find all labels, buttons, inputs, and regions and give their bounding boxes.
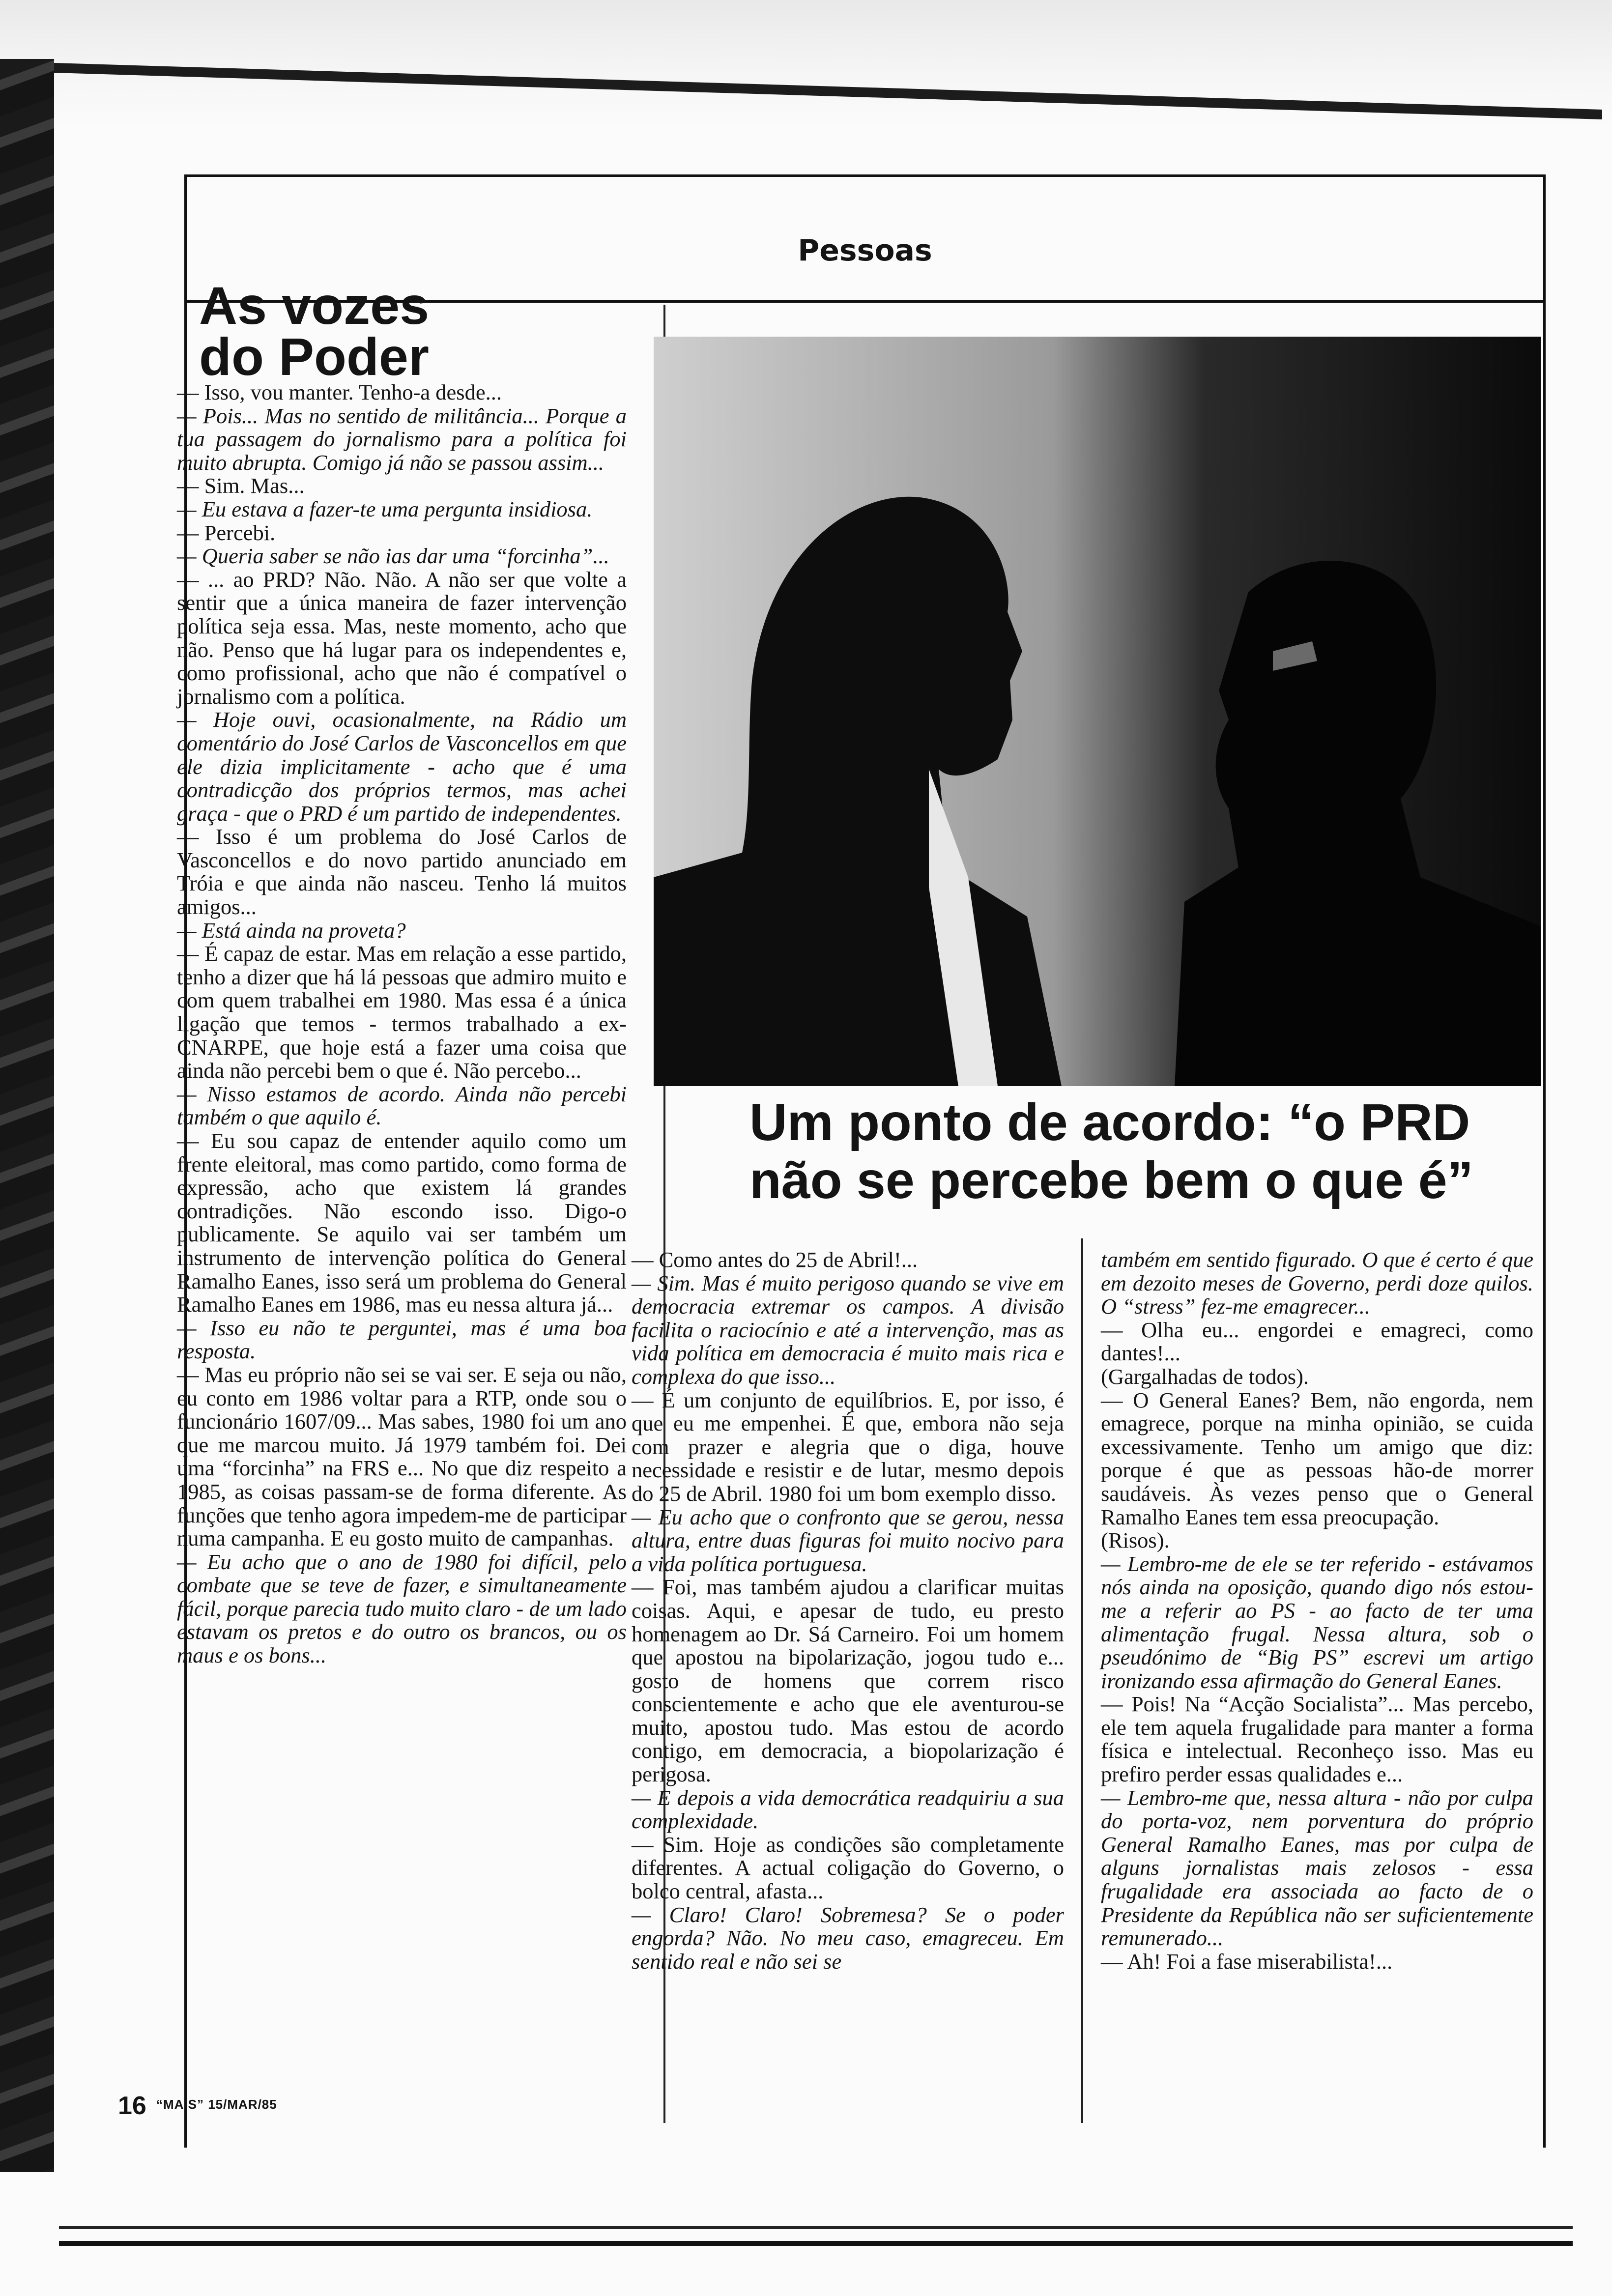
paragraph: — É um conjunto de equilíbrios. E, por isso, é que eu me empenhei. É que, embora não seja com prazer e alegria que o diga, houve necessidade e resistir e de lutar, mesmo depois do 25 de Abril. 1980 foi um bom exemplo disso. <box>632 1387 1064 1506</box>
text-column-right <box>1101 1248 1533 1973</box>
paragraph: — Olha eu... engordei e emagreci, como dantes!... <box>1101 1317 1533 1366</box>
publication-date: “MAIS” 15/MAR/85 <box>156 2097 277 2112</box>
paragraph: — Sim. Hoje as condições são completamente diferentes. A actual coligação do Governo, o bolco central, afasta... <box>632 1832 1064 1904</box>
text-column-left <box>177 381 627 1667</box>
paragraph: — Hoje ouvi, ocasionalmente, na Rádio um comentário do José Carlos de Vasconcellos em que ele dizia implicitamente - acho que é uma contradicção dos próprios termos, mas achei graça - que o PRD é um partido de independentes. <box>177 707 627 826</box>
paragraph: — Pois... Mas no sentido de militância... Porque a tua passagem do jornalismo para a política foi muito abrupta. Comigo já não se passou assim... <box>177 403 627 475</box>
page-number: 16 <box>118 2092 146 2120</box>
headline <box>199 276 691 386</box>
paragraph: — Como antes do 25 de Abril!... <box>632 1247 918 1272</box>
paragraph: — Sim. Mas... <box>177 473 305 498</box>
text-column-middle <box>632 1248 1064 1973</box>
headline-line-2: do Poder <box>199 327 430 386</box>
column-rule <box>1081 1238 1083 2123</box>
paragraph: — ... ao PRD? Não. Não. A não ser que volte a sentir que a única maneira de fazer intervenção política seja essa. Mas, neste momento, acho que não. Penso que há lugar para os independentes e, como profissional, acho que não é compatível o jornalismo com a política. <box>177 567 627 709</box>
scan-top-rule <box>54 58 1602 122</box>
paragraph: — É capaz de estar. Mas em relação a esse partido, tenho a dizer que há lá pessoas que admiro muito e com quem trabalhei em 1980. Mas essa é a única ligação que temos - termos trabalhado a ex-CNARPE, que hoje está a fazer uma coisa que ainda não percebi bem o que é. Não percebo... <box>177 941 627 1083</box>
paragraph: — Isso eu não te perguntei, mas é uma boa resposta. <box>177 1315 627 1364</box>
paragraph: — Isso, vou manter. Tenho-a desde... <box>177 380 502 404</box>
paragraph: — Eu estava a fazer-te uma pergunta insidiosa. <box>177 496 593 521</box>
paragraph: — Pois! Na “Acção Socialista”... Mas percebo, ele tem aquela frugalidade para manter a forma física e intelectual. Reconheço isso. Mas eu prefiro perder essas qualidades e... <box>1101 1692 1533 1787</box>
paragraph: — Queria saber se não ias dar uma “forcinha”... <box>177 544 609 569</box>
photo-two-men-in-profile <box>654 337 1541 1086</box>
paragraph: — Lembro-me que, nessa altura - não por culpa do porta-voz, nem porventura do próprio General Ramalho Eanes, mas por culpa de alguns jornalistas mais zelosos - essa frugalidade era associada ao facto de o Presidente da República não ser suficientemente remunerado... <box>1101 1785 1533 1951</box>
paragraph: — Nisso estamos de acordo. Ainda não percebi também o que aquilo é. <box>177 1081 627 1130</box>
subheadline-line-1: Um ponto de acordo: “o PRD <box>749 1093 1470 1151</box>
paragraph: — Está ainda na proveta? <box>177 918 406 943</box>
paragraph: — Eu acho que o confronto que se gerou, nessa altura, entre duas figuras foi muito nocivo para a vida política portuguesa. <box>632 1504 1064 1576</box>
paragraph: — Foi, mas também ajudou a clarificar muitas coisas. Aqui, e apesar de tudo, eu presto homenagem ao Dr. Sá Carneiro. Foi um homem que apostou na bipolarização, jogou tudo e... gosto de homens que correm risco conscientemente e acho que ele aventurou-se muito, apostou tudo. Mas estou de acordo contigo, em democracia, a biopolarização é perigosa. <box>632 1575 1064 1787</box>
section-title: Pessoas <box>798 233 932 268</box>
paragraph: (Gargalhadas de todos). <box>1101 1364 1309 1389</box>
headline-line-1: As vozes <box>199 276 430 335</box>
paragraph: — E depois a vida democrática readquiriu a sua complexidade. <box>632 1785 1064 1834</box>
scan-dark-edge <box>0 59 54 2172</box>
paragraph: (Risos). <box>1101 1528 1170 1553</box>
paragraph: — Claro! Claro! Sobremesa? Se o poder engorda? Não. No meu caso, emagreceu. Em sentido real e não sei se <box>632 1902 1064 1974</box>
paragraph: — Eu sou capaz de entender aquilo como um frente eleitoral, mas como partido, como forma de expressão, acho que existem lá grandes contradições. Não escondo isso. Digo-o publicamente. Se aquilo vai ser também um instrumento de intervenção política do General Ramalho Eanes, isso será um problema do General Ramalho Eanes em 1986, mas eu nessa altura já... <box>177 1128 627 1317</box>
paragraph: — Lembro-me de ele se ter referido - estávamos nós ainda na oposição, quando digo nós estou-me a referir ao PS - ao facto de ter uma alimentação frugal. Nessa altura, sob o pseudónimo de “Big PS” escrevi um artigo ironizando essa afirmação do General Eanes. <box>1101 1551 1533 1693</box>
scan-bottom-rules <box>59 2221 1573 2261</box>
paragraph: — Eu acho que o ano de 1980 foi difícil, pelo combate que se teve de fazer, e simultaneamente fácil, porque parecia tudo muito claro - de um lado estavam os pretos e do outro os brancos, ou os maus e os bons... <box>177 1549 627 1668</box>
subheadline-line-2: não se percebe bem o que é” <box>749 1151 1473 1209</box>
paragraph: — Isso é um problema do José Carlos de Vasconcellos e do novo partido anunciado em Tróia e que ainda não nasceu. Tenho lá muitos amigos... <box>177 824 627 919</box>
paragraph: — Sim. Mas é muito perigoso quando se vive em democracia extremar os campos. A divisão facilita o raciocínio e até a intervenção, mas as vida política em democracia é muito mais rica e complexa do que isso... <box>632 1270 1064 1389</box>
paragraph: também em sentido figurado. O que é certo é que em dezoito meses de Governo, perdi doze quilos. O “stress” fez-me emagrecer... <box>1101 1247 1533 1319</box>
paragraph: — Ah! Foi a fase miserabilista!... <box>1101 1949 1393 1974</box>
paragraph: — O General Eanes? Bem, não engorda, nem emagrece, porque na minha opinião, se cuida excessivamente. Tenho um amigo que diz: porque é que as pessoas hão-de morrer saudáveis. Às vezes penso que o General Ramalho Eanes tem essa preocupação. <box>1101 1387 1533 1529</box>
paragraph: — Mas eu próprio não sei se vai ser. E seja ou não, eu conto em 1986 voltar para a RTP, onde sou o funcionário 1607/09... Mas sabes, 1980 foi um ano que me marcou muito. Já 1979 também foi. Dei uma “forcinha” na FRS e... No que diz respeito a 1985, as coisas passam-se de forma diferente. As funções que tenho agora impedem-me de participar numa campanha. E eu gosto muito de campanhas. <box>177 1362 627 1551</box>
paragraph: — Percebi. <box>177 520 276 545</box>
subheadline <box>749 1093 1526 1209</box>
